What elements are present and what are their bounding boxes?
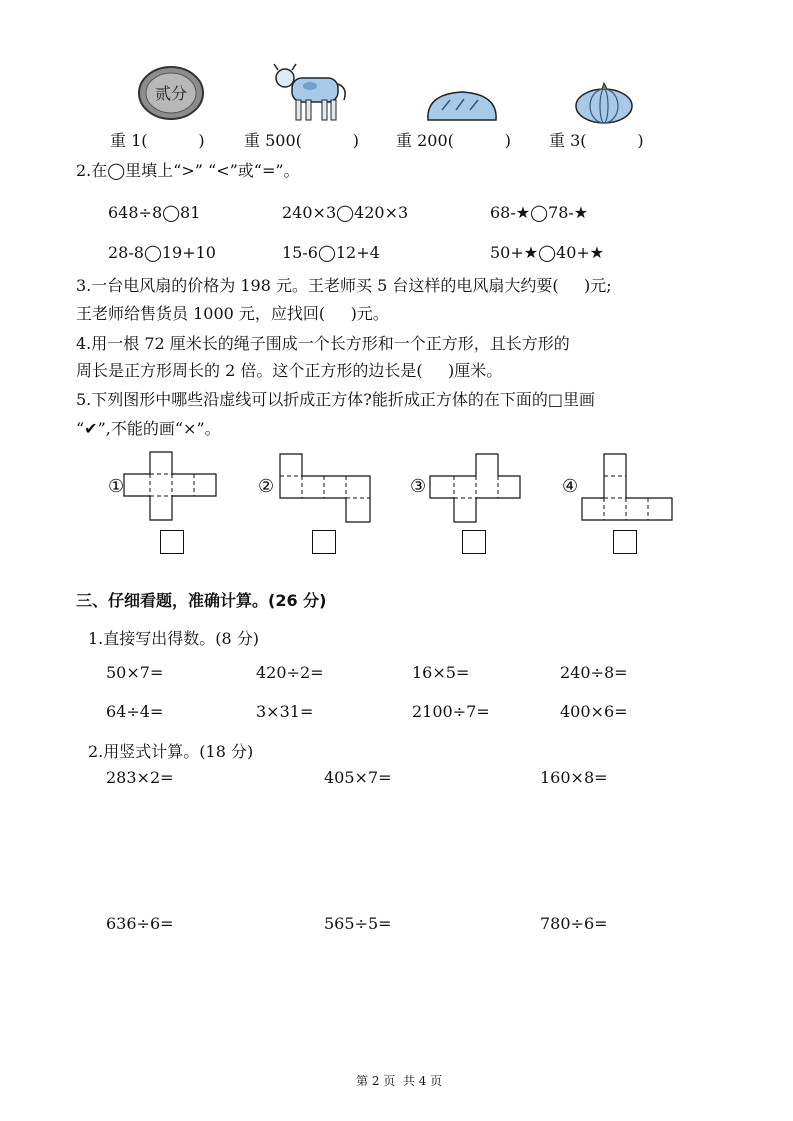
q4-line2: 周长是正方形周长的 2 倍。这个正方形的边长是( )厘米。 xyxy=(76,361,503,380)
q5-line1: 5.下列图形中哪些沿虚线可以折成正方体?能折成正方体的在下面的□里画 xyxy=(76,390,595,409)
q4-line1: 4.用一根 72 厘米长的绳子围成一个长方形和一个正方形，且长方形的 xyxy=(76,334,570,353)
coin-icon xyxy=(136,66,206,120)
answer-box-3[interactable] xyxy=(462,530,486,554)
vertical-problem: 405×7= xyxy=(324,768,392,787)
oral-problem: 240÷8= xyxy=(560,663,628,682)
compare-item: 50+★◯40+★ xyxy=(490,243,605,262)
net-label-1: ① xyxy=(108,476,125,497)
compare-item: 15-6◯12+4 xyxy=(282,243,380,262)
weight-label-coin: 重 1( ) xyxy=(110,131,205,150)
vertical-problem: 780÷6= xyxy=(540,914,608,933)
q5-line2: “✔”,不能的画“×”。 xyxy=(76,419,221,438)
pumpkin-icon xyxy=(574,82,634,124)
net-label-3: ③ xyxy=(410,476,427,497)
oral-problem: 420÷2= xyxy=(256,663,324,682)
oral-problem: 3×31= xyxy=(256,702,314,721)
vertical-problem: 636÷6= xyxy=(106,914,174,933)
cube-net-4 xyxy=(580,452,680,526)
section3-title: 三、仔细看题，准确计算。(26 分) xyxy=(76,591,327,610)
oral-problem: 2100÷7= xyxy=(412,702,490,721)
vertical-problem: 160×8= xyxy=(540,768,608,787)
weight-label-pumpkin: 重 3( ) xyxy=(549,131,644,150)
cube-net-2 xyxy=(278,452,378,526)
oral-problem: 64÷4= xyxy=(106,702,164,721)
compare-item: 68-★◯78-★ xyxy=(490,203,589,222)
net-label-2: ② xyxy=(258,476,275,497)
sub2-title: 2.用竖式计算。(18 分) xyxy=(88,742,254,761)
svg-text:贰分: 贰分 xyxy=(154,84,188,103)
cube-net-3 xyxy=(428,452,528,526)
oral-problem: 400×6= xyxy=(560,702,628,721)
cube-net-1 xyxy=(122,450,222,524)
answer-box-1[interactable] xyxy=(160,530,184,554)
net-label-4: ④ xyxy=(562,476,579,497)
q3-line2: 王老师给售货员 1000 元，应找回( )元。 xyxy=(76,304,389,323)
page-footer: 第 2 页 共 4 页 xyxy=(356,1074,443,1088)
q3-line1: 3.一台电风扇的价格为 198 元。王老师买 5 台这样的电风扇大约要( )元; xyxy=(76,276,612,295)
oral-problem: 50×7= xyxy=(106,663,164,682)
cow-icon xyxy=(270,62,352,124)
answer-box-2[interactable] xyxy=(312,530,336,554)
vertical-problem: 565÷5= xyxy=(324,914,392,933)
compare-item: 240×3◯420×3 xyxy=(282,203,409,222)
bread-icon xyxy=(424,88,500,124)
answer-box-4[interactable] xyxy=(613,530,637,554)
weight-label-cow: 重 500( ) xyxy=(244,131,359,150)
compare-item: 28-8◯19+10 xyxy=(108,243,216,262)
q2-title: 2.在◯里填上“>” “<”或“=”。 xyxy=(76,161,300,180)
weight-label-bread: 重 200( ) xyxy=(396,131,511,150)
sub1-title: 1.直接写出得数。(8 分) xyxy=(88,629,260,648)
oral-problem: 16×5= xyxy=(412,663,470,682)
vertical-problem: 283×2= xyxy=(106,768,174,787)
compare-item: 648÷8◯81 xyxy=(108,203,201,222)
